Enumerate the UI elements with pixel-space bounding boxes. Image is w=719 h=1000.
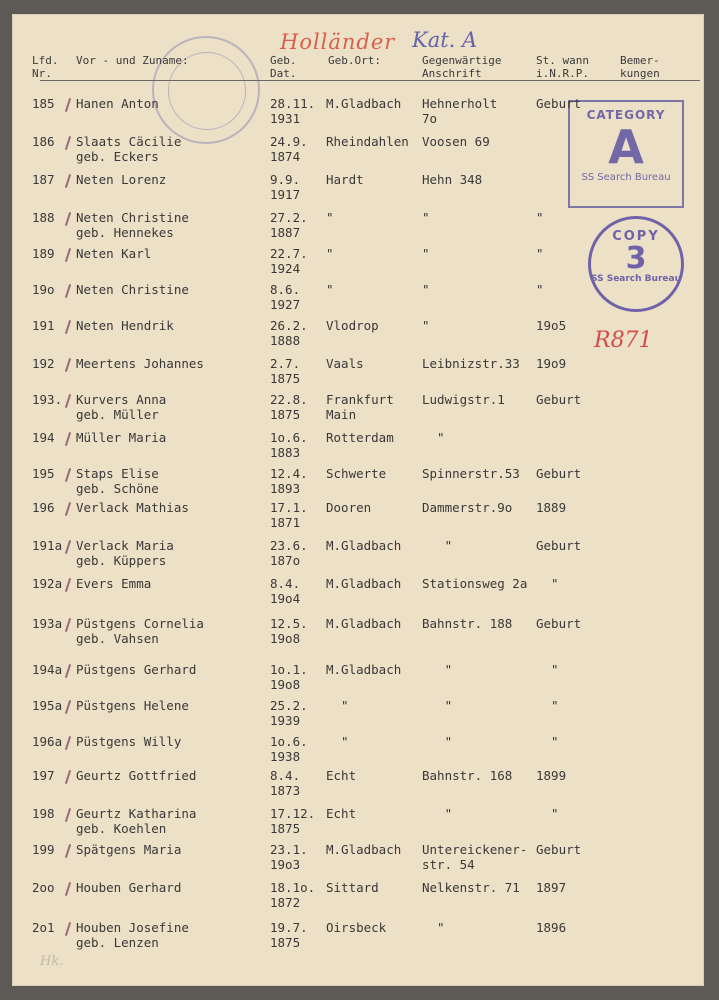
person-name: Püstgens Helene — [76, 698, 189, 713]
birth-year: 1888 — [270, 333, 301, 348]
birth-date: 23.1. — [270, 842, 308, 857]
resident-since: " — [536, 246, 544, 261]
copy-stamp-bureau: SS Search Bureau — [591, 274, 681, 284]
resident-since: Geburt — [536, 616, 582, 631]
check-mark — [65, 136, 71, 150]
check-mark — [65, 736, 71, 750]
birth-date: 19.7. — [270, 920, 308, 935]
resident-since: 1889 — [536, 500, 567, 515]
check-mark — [65, 358, 71, 372]
person-name: Neten Hendrik — [76, 318, 174, 333]
check-mark — [65, 284, 71, 298]
row-number: 194a — [32, 662, 63, 677]
table-row — [12, 766, 704, 806]
current-address: Bahnstr. 168 — [422, 768, 513, 783]
current-address: Spinnerstr.53 — [422, 466, 520, 481]
row-number: 187 — [32, 172, 55, 187]
person-name: Houben Gerhard — [76, 880, 182, 895]
birth-date: 28.11. — [270, 96, 316, 111]
check-mark — [65, 700, 71, 714]
birth-date: 8.4. — [270, 576, 301, 591]
check-mark — [65, 844, 71, 858]
birth-place: " — [326, 282, 334, 297]
person-name: Evers Emma — [76, 576, 152, 591]
current-address: " — [422, 662, 453, 677]
birth-place: Dooren — [326, 500, 372, 515]
birth-date: 1o.6. — [270, 430, 308, 445]
person-name: Müller Maria — [76, 430, 167, 445]
person-maiden-name: geb. Lenzen — [76, 935, 159, 950]
birth-year: 187o — [270, 553, 301, 568]
birth-place: Hardt — [326, 172, 364, 187]
row-number: 196 — [32, 500, 55, 515]
table-row — [12, 390, 704, 430]
birth-date: 17.1. — [270, 500, 308, 515]
row-number: 195a — [32, 698, 63, 713]
current-address: " — [422, 430, 445, 445]
row-number: 198 — [32, 806, 55, 821]
check-mark — [65, 98, 71, 112]
resident-since: Geburt — [536, 466, 582, 481]
current-address: " — [422, 698, 453, 713]
person-name: Püstgens Willy — [76, 734, 182, 749]
row-number: 186 — [32, 134, 55, 149]
check-mark — [65, 432, 71, 446]
resident-since: Geburt — [536, 842, 582, 857]
header-col-remarks-line2: kungen — [620, 67, 660, 80]
check-mark — [65, 248, 71, 262]
birth-date: 24.9. — [270, 134, 308, 149]
header-col-birthdate-line1: Geb. — [270, 54, 297, 67]
check-mark — [65, 808, 71, 822]
person-name: Neten Lorenz — [76, 172, 167, 187]
birth-place: " — [326, 698, 349, 713]
resident-since: " — [536, 662, 559, 677]
birth-date: 1o.6. — [270, 734, 308, 749]
birth-year: 1883 — [270, 445, 301, 460]
row-number: 2oo — [32, 880, 55, 895]
resident-since: 19o5 — [536, 318, 567, 333]
table-row — [12, 316, 704, 356]
check-mark — [65, 468, 71, 482]
check-mark — [65, 882, 71, 896]
birth-year: 1875 — [270, 407, 301, 422]
birth-year: 1924 — [270, 261, 301, 276]
birth-date: 23.6. — [270, 538, 308, 553]
birth-place: Echt — [326, 768, 357, 783]
birth-year: 1931 — [270, 111, 301, 126]
header-col-remarks — [620, 54, 660, 80]
row-number: 193. — [32, 392, 63, 407]
birth-date: 27.2. — [270, 210, 308, 225]
birth-year: 19o8 — [270, 677, 301, 692]
person-maiden-name: geb. Hennekes — [76, 225, 174, 240]
birth-year: 1875 — [270, 371, 301, 386]
row-number: 2o1 — [32, 920, 55, 935]
check-mark — [65, 540, 71, 554]
current-address: Nelkenstr. 71 — [422, 880, 520, 895]
row-number: 192a — [32, 576, 63, 591]
reference-mark: R871 — [594, 328, 653, 353]
table-row — [12, 878, 704, 918]
row-number: 197 — [32, 768, 55, 783]
copy-stamp-title: COPY — [612, 229, 660, 244]
person-name: Geurtz Gottfried — [76, 768, 197, 783]
table-row — [12, 804, 704, 844]
birth-date: 26.2. — [270, 318, 308, 333]
row-number: 188 — [32, 210, 55, 225]
check-mark — [65, 770, 71, 784]
current-address: " — [422, 318, 430, 333]
birth-place: Rheindahlen — [326, 134, 409, 149]
birth-place: Oirsbeck — [326, 920, 387, 935]
category-stamp-title: CATEGORY — [586, 108, 666, 122]
resident-since: 1897 — [536, 880, 567, 895]
birth-date: 17.12. — [270, 806, 316, 821]
resident-since: Geburt — [536, 392, 582, 407]
header-col-since-line1: St. wann — [536, 54, 589, 67]
check-mark — [65, 578, 71, 592]
header-col-since — [536, 54, 589, 80]
current-address: Leibnizstr.33 — [422, 356, 520, 371]
birth-date: 25.2. — [270, 698, 308, 713]
current-address: Bahnstr. 188 — [422, 616, 513, 631]
resident-since: " — [536, 576, 559, 591]
current-address: Untereickener- — [422, 842, 528, 857]
birth-date: 8.4. — [270, 768, 301, 783]
resident-since: " — [536, 282, 544, 297]
current-address: Voosen 69 — [422, 134, 490, 149]
row-number: 194 — [32, 430, 55, 445]
birth-place: Sittard — [326, 880, 379, 895]
current-address: " — [422, 246, 430, 261]
birth-year: 19o8 — [270, 631, 301, 646]
birth-place: " — [326, 210, 334, 225]
header-col-number — [32, 54, 59, 80]
header-col-birthdate-line2: Dat. — [270, 67, 297, 80]
current-address: " — [422, 538, 453, 553]
resident-since: 1899 — [536, 768, 567, 783]
person-name: Verlack Maria — [76, 538, 174, 553]
handwritten-title: Holländer — [280, 30, 396, 54]
birth-place: " — [326, 734, 349, 749]
table-row — [12, 660, 704, 700]
birth-year: 1887 — [270, 225, 301, 240]
current-address: " — [422, 282, 430, 297]
person-name: Houben Josefine — [76, 920, 189, 935]
check-mark — [65, 212, 71, 226]
header-col-number-line1: Lfd. — [32, 54, 59, 67]
birth-year: 19o4 — [270, 591, 301, 606]
copy-stamp-number: 3 — [625, 241, 647, 276]
birth-place: Rotterdam — [326, 430, 394, 445]
resident-since: 19o9 — [536, 356, 567, 371]
row-number: 191 — [32, 318, 55, 333]
birth-place: Frankfurt — [326, 392, 394, 407]
birth-year: 1872 — [270, 895, 301, 910]
person-maiden-name: geb. Eckers — [76, 149, 159, 164]
category-stamp-letter: A — [608, 120, 644, 174]
current-address: " — [422, 210, 430, 225]
row-number: 196a — [32, 734, 63, 749]
person-maiden-name: geb. Schöne — [76, 481, 159, 496]
birth-date: 1o.1. — [270, 662, 308, 677]
birth-date: 22.8. — [270, 392, 308, 407]
check-mark — [65, 664, 71, 678]
table-row — [12, 208, 704, 248]
table-row — [12, 280, 704, 320]
current-address: Hehn 348 — [422, 172, 483, 187]
table-row — [12, 132, 704, 172]
table-row — [12, 696, 704, 736]
person-maiden-name: geb. Vahsen — [76, 631, 159, 646]
check-mark — [65, 320, 71, 334]
birth-year: 1938 — [270, 749, 301, 764]
row-number: 192 — [32, 356, 55, 371]
birth-year: 1875 — [270, 935, 301, 950]
current-address: Ludwigstr.1 — [422, 392, 505, 407]
table-row — [12, 574, 704, 614]
header-col-since-line2: i.N.R.P. — [536, 67, 589, 80]
handwritten-category: Kat. A — [412, 28, 478, 52]
resident-since: Geburt — [536, 96, 582, 111]
current-address-line2: str. 54 — [422, 857, 475, 872]
header-col-address-line1: Gegenwärtige — [422, 54, 502, 67]
birth-date: 22.7. — [270, 246, 308, 261]
birth-year: 1893 — [270, 481, 301, 496]
person-name: Kurvers Anna — [76, 392, 167, 407]
birth-year: 1927 — [270, 297, 301, 312]
check-mark — [65, 174, 71, 188]
birth-place: Echt — [326, 806, 357, 821]
birth-year: 1874 — [270, 149, 301, 164]
person-name: Spätgens Maria — [76, 842, 182, 857]
birth-place: M.Gladbach — [326, 662, 402, 677]
person-name: Hanen Anton — [76, 96, 159, 111]
current-address-line2: 7o — [422, 111, 438, 126]
table-row — [12, 840, 704, 880]
birth-date: 12.5. — [270, 616, 308, 631]
birth-place: Vaals — [326, 356, 364, 371]
document-page — [12, 14, 704, 986]
category-stamp-bureau: SS Search Bureau — [581, 172, 671, 183]
birth-year: 1871 — [270, 515, 301, 530]
table-row — [12, 94, 704, 134]
table-row — [12, 498, 704, 538]
birth-place: Schwerte — [326, 466, 387, 481]
row-number: 191a — [32, 538, 63, 553]
person-name: Slaats Cäcilie — [76, 134, 182, 149]
header-divider — [40, 80, 700, 81]
resident-since: " — [536, 806, 559, 821]
birth-date: 12.4. — [270, 466, 308, 481]
birth-place: M.Gladbach — [326, 616, 402, 631]
table-row — [12, 918, 704, 958]
current-address: " — [422, 806, 453, 821]
row-number: 189 — [32, 246, 55, 261]
birth-place-line2: Main — [326, 407, 357, 422]
birth-place: M.Gladbach — [326, 538, 402, 553]
table-row — [12, 241, 704, 284]
person-name: Geurtz Katharina — [76, 806, 197, 821]
birth-year: 1873 — [270, 783, 301, 798]
header-col-address — [422, 54, 501, 80]
header-col-birthplace: Geb.Ort: — [328, 54, 381, 67]
row-number: 19o — [32, 282, 55, 297]
birth-year: 1875 — [270, 821, 301, 836]
person-name: Neten Christine — [76, 282, 189, 297]
check-mark — [65, 502, 71, 516]
person-name: Neten Karl — [76, 246, 152, 261]
person-name: Püstgens Cornelia — [76, 616, 204, 631]
birth-place: Vlodrop — [326, 318, 379, 333]
resident-since: Geburt — [536, 538, 582, 553]
table-row — [12, 536, 704, 576]
birth-place: M.Gladbach — [326, 842, 402, 857]
birth-year: 1917 — [270, 187, 301, 202]
current-address: Dammerstr.9o — [422, 500, 513, 515]
person-name: Püstgens Gerhard — [76, 662, 197, 677]
table-row — [12, 428, 704, 468]
header-col-birthdate — [270, 54, 297, 80]
birth-date: 18.1o. — [270, 880, 316, 895]
current-address: Hehnerholt — [422, 96, 498, 111]
person-name: Meertens Johannes — [76, 356, 204, 371]
birth-place: M.Gladbach — [326, 576, 402, 591]
header-col-name: Vor - und Zuname: — [76, 54, 189, 67]
check-mark — [65, 922, 71, 936]
table-row — [12, 614, 704, 654]
person-name: Staps Elise — [76, 466, 159, 481]
birth-date: 9.9. — [270, 172, 301, 187]
check-mark — [65, 394, 71, 408]
header-col-number-line2: Nr. — [32, 67, 52, 80]
current-address: " — [422, 734, 453, 749]
birth-date: 2.7. — [270, 356, 301, 371]
footer-mark: Hk. — [40, 954, 64, 969]
birth-date: 8.6. — [270, 282, 301, 297]
resident-since: " — [536, 698, 559, 713]
person-maiden-name: geb. Müller — [76, 407, 159, 422]
person-name: Verlack Mathias — [76, 500, 189, 515]
birth-place: M.Gladbach — [326, 96, 402, 111]
birth-year: 19o3 — [270, 857, 301, 872]
table-row — [12, 354, 704, 394]
current-address: " — [422, 920, 445, 935]
birth-year: 1939 — [270, 713, 301, 728]
resident-since: " — [536, 734, 559, 749]
header-col-address-line2: Anschrift — [422, 67, 482, 80]
row-number: 185 — [32, 96, 55, 111]
row-number: 193a — [32, 616, 63, 631]
row-number: 195 — [32, 466, 55, 481]
row-number: 199 — [32, 842, 55, 857]
birth-place: " — [326, 246, 334, 261]
person-name: Neten Christine — [76, 210, 189, 225]
person-maiden-name: geb. Küppers — [76, 553, 167, 568]
resident-since: 1896 — [536, 920, 567, 935]
person-maiden-name: geb. Koehlen — [76, 821, 167, 836]
table-row — [12, 170, 704, 210]
current-address: Stationsweg 2a — [422, 576, 528, 591]
header-col-remarks-line1: Bemer- — [620, 54, 660, 67]
check-mark — [65, 618, 71, 632]
resident-since: " — [536, 210, 544, 225]
